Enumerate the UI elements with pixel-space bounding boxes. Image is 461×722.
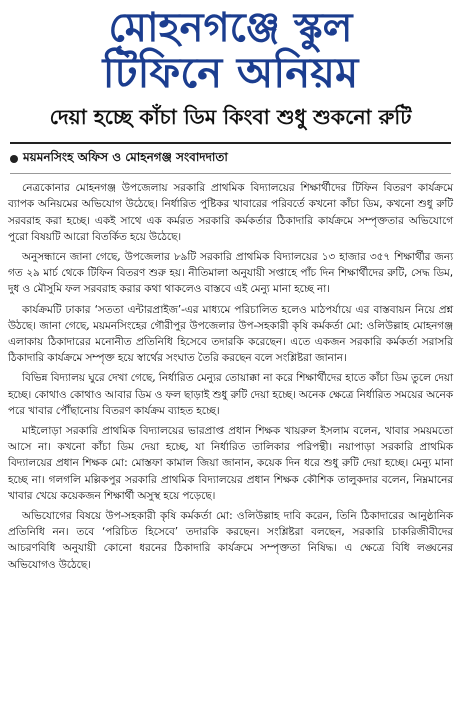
article-body bbox=[8, 180, 453, 573]
headline-line-1: মোহনগঞ্জে স্কুল bbox=[108, 5, 353, 51]
paragraph: নেত্রকোনার মোহনগঞ্জ উপজেলায় সরকারি প্রাথমিক বিদ্যালয়ের শিক্ষার্থীদের টিফিন বিতরণ কার্যক্রমে ব্যাপক অনিয়মের অভিযোগ উঠেছে। নির্ধারিত পুষ্টিকর খাবারের পরিবর্তে কখনো কাঁচা ডিম, কখনো শুধু রুটি সরবরাহ করা হচ্ছে। একই সাথে এক কর্মরত সরকারি কর্মকর্তার ঠিকাদারি কার্যক্রমে সম্পৃক্ততার অভিযোগে পুরো বিষয়টি আরো বিতর্কিত হয়ে উঠেছে। bbox=[8, 182, 453, 243]
bullet-icon bbox=[10, 155, 18, 163]
divider-thin bbox=[10, 173, 451, 174]
paragraph: অভিযোগের বিষয়ে উপ-সহকারী কৃষি কর্মকর্তা মো: ওলিউল্লাহ দাবি করেন, তিনি ঠিকাদারের আনুষ্ঠানিক প্রতিনিধি নন। তবে ‘পরিচিত হিসেবে’ তদারকি করছেন। সংশ্লিষ্টরা বলছেন, সরকারি চাকরিজীবীদের আচরণবিধি অনুযায়ী কোনো ধরনের ঠিকাদারি কার্যক্রমে সম্পৃক্ততা নিষিদ্ধ। এ ক্ষেত্রে বিধি লঙ্ঘনের অভিযোগও উঠেছে। bbox=[8, 510, 453, 571]
paragraph: অনুসন্ধানে জানা গেছে, উপজেলার ৮৯টি সরকারি প্রাথমিক বিদ্যালয়ের ১৩ হাজার ৩৫৭ শিক্ষার্থীর জন্য গত ২৯ মার্চ থেকে টিফিন বিতরণ শুরু হয়। নীতিমালা অনুযায়ী সপ্তাহে পাঁচ দিন শিক্ষার্থীদের রুটি, সেদ্ধ ডিম, দুধ ও মৌসুমি ফল সরবরাহ করার কথা থাকলেও বাস্তবে এই মেন্যু মানা হচ্ছে না। bbox=[8, 251, 453, 296]
headline bbox=[8, 6, 453, 96]
divider bbox=[10, 142, 451, 144]
paragraph: বিভিন্ন বিদ্যালয় ঘুরে দেখা গেছে, নির্ধারিত মেন্যুর তোয়াক্কা না করে শিক্ষার্থীদের হাতে কাঁচা ডিম তুলে দেয়া হচ্ছে। কোথাও কোথাও আবার ডিম ও ফল ছাড়াই শুধু রুটি দেয়া হচ্ছে। অনেক ক্ষেত্রে নির্ধারিত সময়ের অনেক পরে খাবার পৌঁছানোয় বিতরণ কার্যক্রম ব্যাহত হচ্ছে। bbox=[8, 372, 453, 417]
byline-text: ময়মনসিংহ অফিস ও মোহনগঞ্জ সংবাদদাতা bbox=[23, 150, 228, 165]
paragraph: কার্যক্রমটি ঢাকার ‘সততা এন্টারপ্রাইজ’-এর মাধ্যমে পরিচালিত হলেও মাঠপর্যায়ে এর বাস্তবায়ন নিয়ে প্রশ্ন উঠছে। জানা গেছে, ময়মনসিংহের গৌরীপুর উপজেলার উপ-সহকারী কৃষি কর্মকর্তা মো: ওলিউল্লাহ মোহনগঞ্জ এলাকায় ঠিকাদারের মনোনীত প্রতিনিধি হিসেবে তদারকি করেছেন। এতে একজন সরকারি কর্মকর্তা সরাসরি ঠিকাদারি কার্যক্রমে সম্পৃক্ত হয়ে স্বার্থের সংঘাত তৈরি করছেন বলে সংশ্লিষ্টরা জানান। bbox=[8, 303, 453, 365]
subheadline: দেয়া হচ্ছে কাঁচা ডিম কিংবা শুধু শুকনো রুটি bbox=[49, 105, 412, 130]
headline-line-2: টিফিনে অনিয়ম bbox=[102, 48, 359, 97]
byline bbox=[10, 149, 453, 169]
paragraph: মাইলোড়া সরকারি প্রাথমিক বিদ্যালয়ের ভারপ্রাপ্ত প্রধান শিক্ষক খায়রুল ইসলাম বলেন, খাবার সময়মতো আসে না। কখনো কাঁচা ডিম দেয়া হচ্ছে, যা নির্ধারিত তালিকার পরিপন্থী। নয়াপাড়া সরকারি প্রাথমিক বিদ্যালয়ের প্রধান শিক্ষক মো: মোস্তফা কামাল জিয়া জানান, কয়েক দিন ধরে শুধু রুটি দেয়া হচ্ছে। মেন্যু মানা হচ্ছে না। গলগলি মল্লিকপুর সরকারি প্রাথমিক বিদ্যালয়ের প্রধান শিক্ষক কৌশিক তালুকদার বলেন, নিম্নমানের খাবার খেয়ে কয়েকজন শিক্ষার্থী অসুস্থ হয়ে পড়েছে। bbox=[8, 425, 453, 502]
